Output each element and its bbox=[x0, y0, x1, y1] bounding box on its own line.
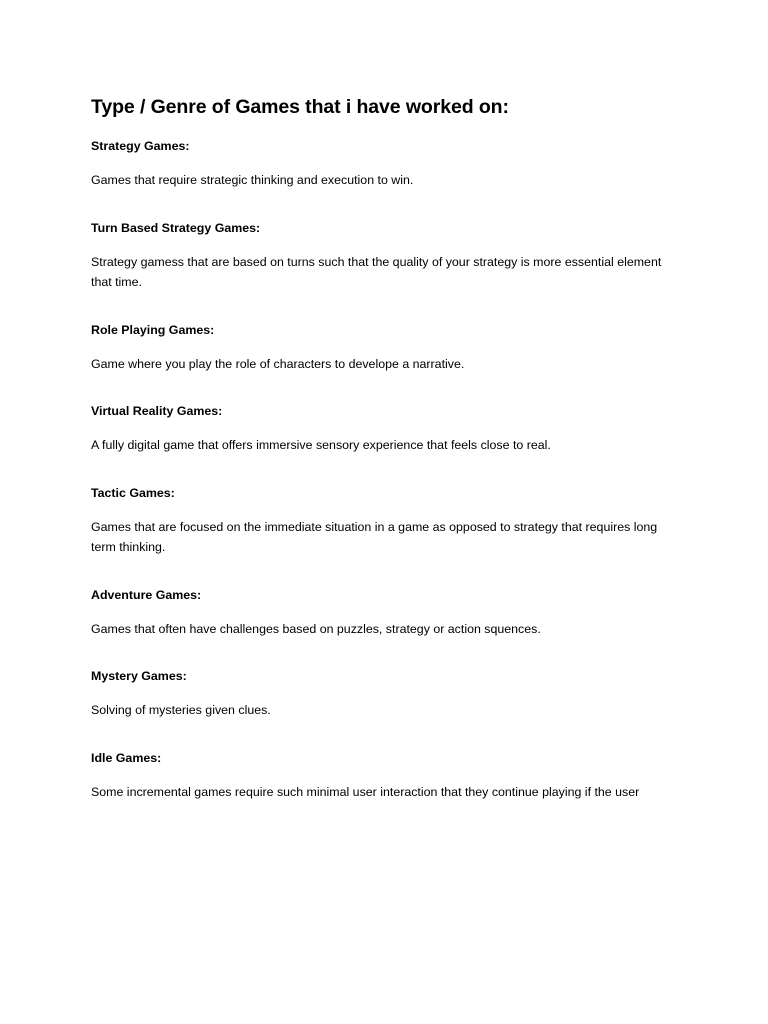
genre-description: Games that are focused on the immediate situation in a game as opposed to strategy that requires long term thinking. bbox=[91, 519, 658, 554]
genre-description: Games that often have challenges based on puzzles, strategy or action squences. bbox=[91, 621, 541, 636]
document-title: Type / Genre of Games that i have worked on: bbox=[91, 96, 509, 118]
genre-heading: Adventure Games: bbox=[91, 587, 202, 602]
genre-description: Strategy gamess that are based on turns such that the quality of your strategy is more essential element that time. bbox=[91, 254, 662, 289]
genre-description: A fully digital game that offers immersive sensory experience that feels close to real. bbox=[91, 438, 551, 452]
genre-section-role-playing bbox=[91, 321, 681, 375]
genre-section-adventure bbox=[91, 586, 681, 640]
genre-section-virtual-reality bbox=[91, 402, 681, 456]
genre-section-tactic bbox=[91, 484, 681, 558]
genre-heading: Role Playing Games: bbox=[91, 322, 215, 337]
genre-heading: Idle Games: bbox=[91, 750, 162, 765]
genre-description: Game where you play the role of characters to develope a narrative. bbox=[91, 356, 465, 371]
genre-description: Games that require strategic thinking and execution to win. bbox=[91, 173, 414, 187]
document-content bbox=[91, 94, 681, 830]
genre-description: Solving of mysteries given clues. bbox=[91, 703, 271, 717]
genre-heading: Turn Based Strategy Games: bbox=[91, 220, 261, 235]
genre-section-turn-based-strategy bbox=[91, 219, 681, 293]
genre-section-strategy bbox=[91, 137, 681, 191]
genre-heading: Virtual Reality Games: bbox=[91, 404, 223, 418]
genre-heading: Strategy Games: bbox=[91, 139, 190, 153]
genre-heading: Mystery Games: bbox=[91, 669, 187, 683]
genre-section-idle bbox=[91, 749, 681, 803]
genre-list bbox=[91, 137, 681, 802]
genre-section-mystery bbox=[91, 667, 681, 721]
genre-description: Some incremental games require such minimal user interaction that they continue playing if the user bbox=[91, 784, 640, 799]
genre-heading: Tactic Games: bbox=[91, 485, 175, 500]
